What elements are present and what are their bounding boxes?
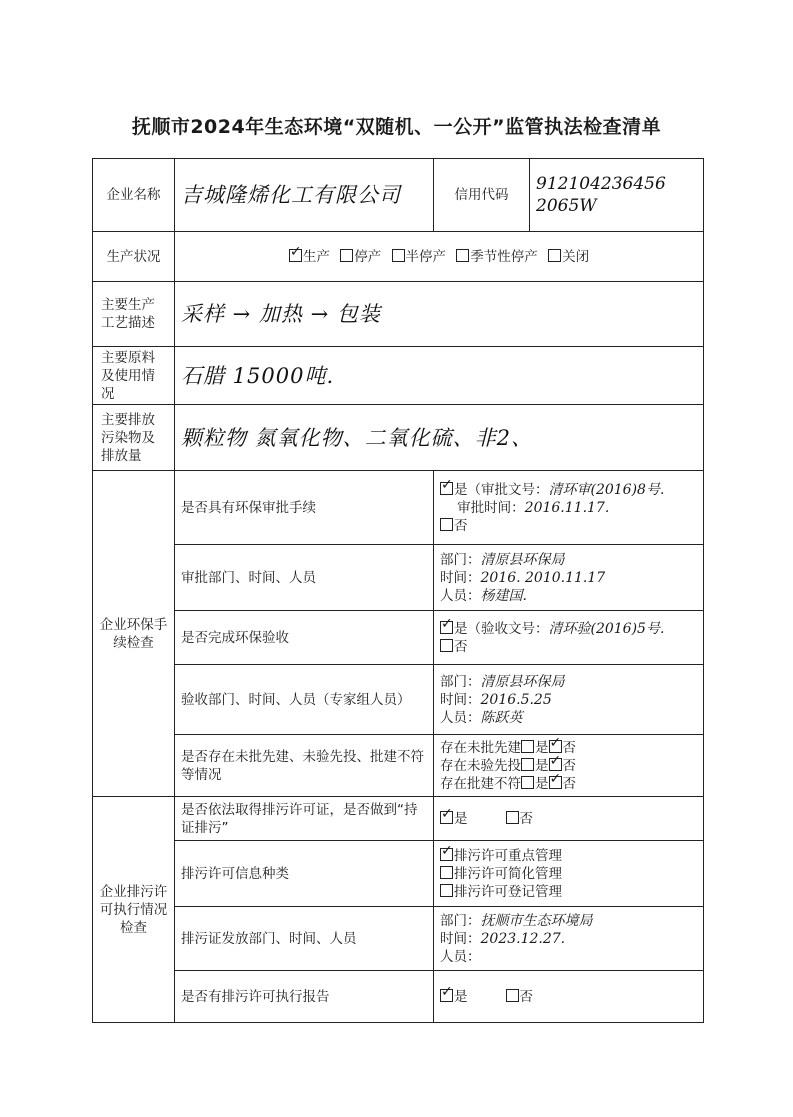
- credit-code-value: [530, 159, 704, 232]
- production-option[interactable]: ✓ 生产: [289, 249, 330, 265]
- pollutants-label: 主要排放污染物及排放量: [93, 405, 175, 471]
- checkbox-icon[interactable]: [289, 249, 302, 262]
- acceptance-date: 2016.5.25: [480, 691, 552, 708]
- approval-doc-number: 清环审(2016)8号.: [548, 481, 665, 498]
- checkbox-icon[interactable]: [521, 758, 534, 771]
- checkbox-icon[interactable]: [440, 518, 453, 531]
- production-option[interactable]: 半停产: [392, 249, 447, 265]
- checkbox-icon[interactable]: [440, 989, 453, 1002]
- checkbox-icon[interactable]: [440, 621, 453, 634]
- checkbox-icon[interactable]: [440, 482, 453, 495]
- env-q4-answer: 部门：清原县环保局 时间：2016.5.25 人员：陈跃英: [434, 665, 704, 735]
- violation-row: 存在未批先建 是✓ 否: [440, 739, 697, 757]
- approval-person: 杨建国.: [480, 587, 527, 604]
- permit-q4-answer: ✓ 是 否: [434, 971, 704, 1023]
- checkbox-icon[interactable]: [392, 249, 405, 262]
- permit-q2-question: 排污许可信息种类: [175, 841, 434, 907]
- document-title: 抚顺市2024年生态环境“双随机、一公开”监管执法检查清单: [131, 116, 662, 138]
- materials-label: 主要原料及使用情况: [93, 347, 175, 405]
- env-q2-question: 审批部门、时间、人员: [175, 545, 434, 611]
- credit-code-line1: 912104236456: [536, 174, 666, 194]
- credit-code-line2: 2065W: [536, 196, 597, 216]
- env-q5-answer: [434, 735, 704, 797]
- checkbox-icon[interactable]: [440, 884, 453, 897]
- production-option[interactable]: 季节性停产: [456, 249, 538, 265]
- production-option[interactable]: 停产: [340, 249, 381, 265]
- env-q1-question: 是否具有环保审批手续: [175, 471, 434, 545]
- credit-code-label: 信用代码: [434, 159, 530, 232]
- env-q4-question: 验收部门、时间、人员（专家组人员）: [175, 665, 434, 735]
- permit-q4-question: 是否有排污许可执行报告: [175, 971, 434, 1023]
- materials-value: 石腊 15000吨.: [175, 347, 704, 405]
- env-q3-answer: ✓是（验收文号：清环验(2016)5号. 否: [434, 611, 704, 665]
- process-value: 采样 → 加热 → 包装: [175, 282, 704, 347]
- permit-dept: 抚顺市生态环境局: [480, 912, 593, 929]
- checkbox-icon[interactable]: [440, 866, 453, 879]
- pollutants-value: 颗粒物 氮氧化物、二氧化硫、非2、: [175, 405, 704, 471]
- inspection-table: [92, 158, 704, 1023]
- env-section-label: 企业环保手续检查: [93, 471, 175, 797]
- checkbox-icon[interactable]: [440, 811, 453, 824]
- checkbox-icon[interactable]: [440, 639, 453, 652]
- checkbox-icon[interactable]: [456, 249, 469, 262]
- acceptance-person: 陈跃英: [480, 709, 523, 726]
- approval-date: 2016. 2010.11.17: [480, 569, 606, 586]
- company-name-label: 企业名称: [93, 159, 175, 232]
- checkbox-icon[interactable]: [521, 740, 534, 753]
- company-name-value: 吉城隆烯化工有限公司: [175, 159, 434, 232]
- process-label: 主要生产工艺描述: [93, 282, 175, 347]
- approval-dept: 清原县环保局: [480, 551, 565, 568]
- acceptance-dept: 清原县环保局: [480, 673, 565, 690]
- permit-q1-question: 是否依法取得排污许可证，是否做到“持证排污”: [175, 797, 434, 841]
- checkbox-icon[interactable]: [340, 249, 353, 262]
- permit-q3-answer: 部门：抚顺市生态环境局 时间：2023.12.27. 人员：: [434, 907, 704, 971]
- env-q2-answer: 部门：清原县环保局 时间：2016. 2010.11.17 人员：杨建国.: [434, 545, 704, 611]
- acceptance-doc-number: 清环验(2016)5号.: [548, 620, 665, 637]
- permit-q1-answer: ✓是 否: [434, 797, 704, 841]
- checkbox-icon[interactable]: [506, 989, 519, 1002]
- production-status-options: [175, 232, 704, 282]
- checkbox-icon[interactable]: [549, 776, 562, 789]
- production-option[interactable]: 关闭: [548, 249, 589, 265]
- production-status-label: 生产状况: [93, 232, 175, 282]
- permit-q3-question: 排污证发放部门、时间、人员: [175, 907, 434, 971]
- env-q3-question: 是否完成环保验收: [175, 611, 434, 665]
- permit-section-label: 企业排污许可执行情况检查: [93, 797, 175, 1023]
- env-q5-question: 是否存在未批先建、未验先投、批建不符等情况: [175, 735, 434, 797]
- violation-row: 存在未验先投 是✓ 否: [440, 757, 697, 775]
- checkbox-icon[interactable]: [521, 776, 534, 789]
- violation-row: 存在批建不符 是✓ 否: [440, 775, 697, 793]
- permit-q2-answer: ✓排污许可重点管理 排污许可简化管理 排污许可登记管理: [434, 841, 704, 907]
- env-q1-answer: ✓是（审批文号：清环审(2016)8号. 审批时间：2016.11.17. 否: [434, 471, 704, 545]
- permit-date: 2023.12.27.: [480, 930, 566, 947]
- checkbox-icon[interactable]: [548, 249, 561, 262]
- checkbox-icon[interactable]: [440, 848, 453, 861]
- checkbox-icon[interactable]: [506, 811, 519, 824]
- approval-time: 2016.11.17.: [524, 499, 610, 516]
